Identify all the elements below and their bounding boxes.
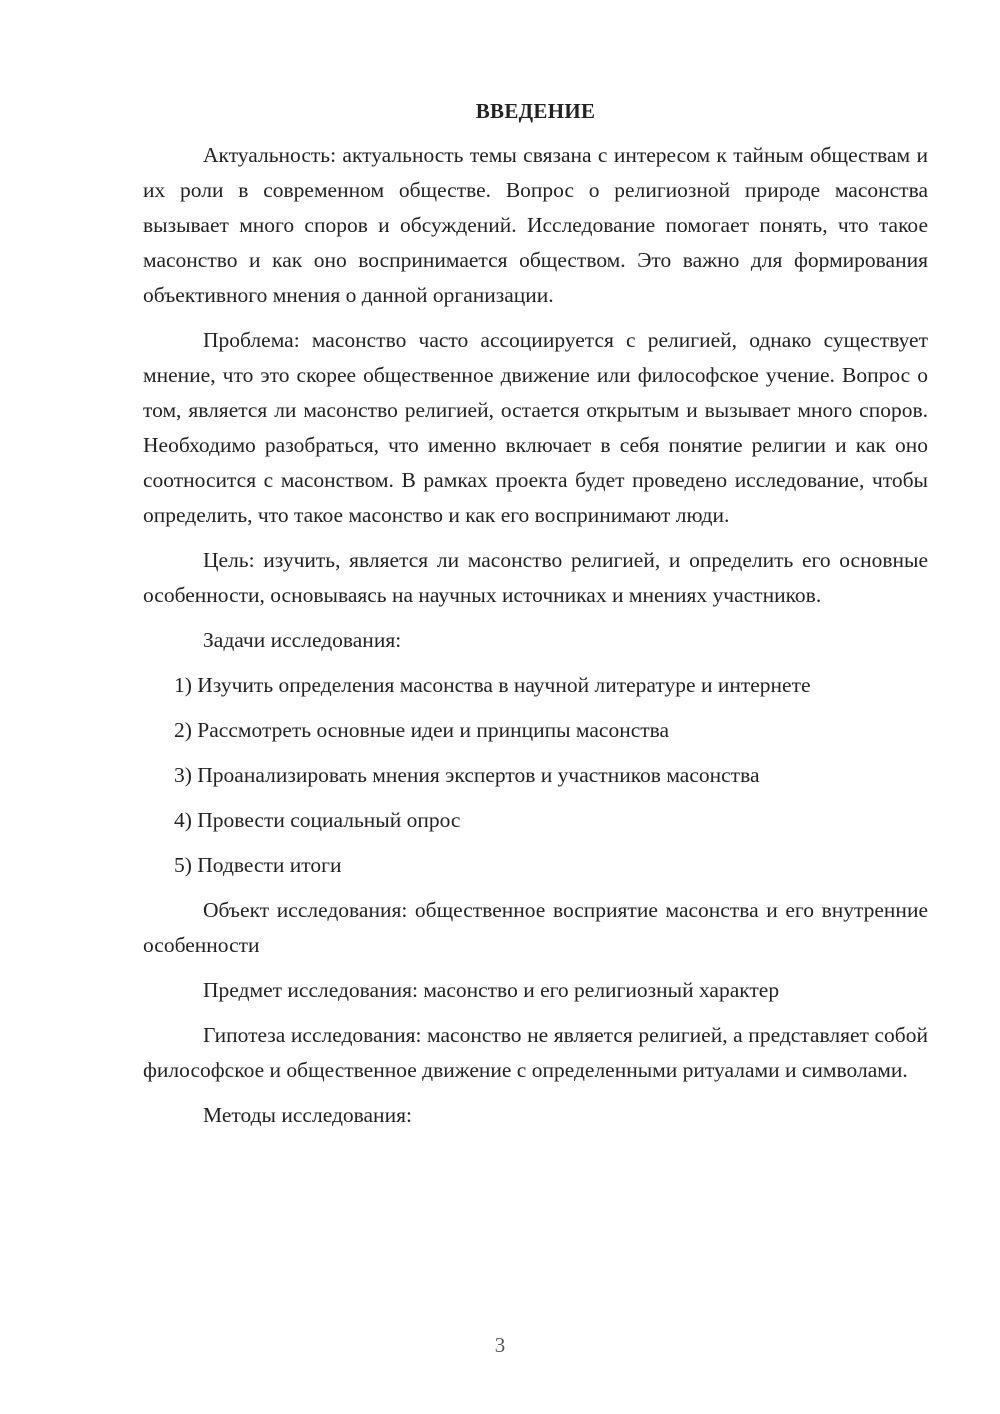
paragraph-subject: Предмет исследования: масонство и его религиозный характер xyxy=(203,978,780,1002)
paragraph-goal: Цель: изучить, является ли масонство религией, и определить его основные особенности, основываясь на научных источниках и мнениях участников. xyxy=(143,548,928,607)
task-item-1: 1) Изучить определения масонства в научной литературе и интернете xyxy=(174,673,811,697)
section-title: ВВЕДЕНИЕ xyxy=(475,99,596,123)
task-item-5: 5) Подвести итоги xyxy=(174,853,342,877)
paragraph-object: Объект исследования: общественное восприятие масонства и его внутренние особенности xyxy=(143,898,928,957)
paragraph-hypothesis: Гипотеза исследования: масонство не является религией, а представляет собой философское и общественное движение с определенными ритуалами и символами. xyxy=(143,1023,928,1082)
paragraph-problem: Проблема: масонство часто ассоциируется с религией, однако существует мнение, что это скорее общественное движение или философское учение. Вопрос о том, является ли масонство религией, остается открытым и вызывает много споров. Необходимо разобраться, что именно включает в себя понятие религии и как оно соотносится с масонством. В рамках проекта будет проведено исследование, чтобы определить, что такое масонство и как его воспринимают люди. xyxy=(143,328,928,527)
task-item-2: 2) Рассмотреть основные идеи и принципы масонства xyxy=(174,718,670,742)
paragraph-relevance: Актуальность: актуальность темы связана с интересом к тайным обществам и их роли в современном обществе. Вопрос о религиозной природе масонства вызывает много споров и обсуждений. Исследование помогает понять, что такое масонство и как оно воспринимается обществом. Это важно для формирования объективного мнения о данной организации. xyxy=(143,143,928,307)
tasks-heading: Задачи исследования: xyxy=(203,628,402,652)
page-number: 3 xyxy=(494,1333,506,1357)
methods-heading: Методы исследования: xyxy=(203,1103,412,1127)
document-page xyxy=(143,96,928,1143)
task-item-4: 4) Провести социальный опрос xyxy=(174,808,461,832)
task-item-3: 3) Проанализировать мнения экспертов и участников масонства xyxy=(174,763,760,787)
